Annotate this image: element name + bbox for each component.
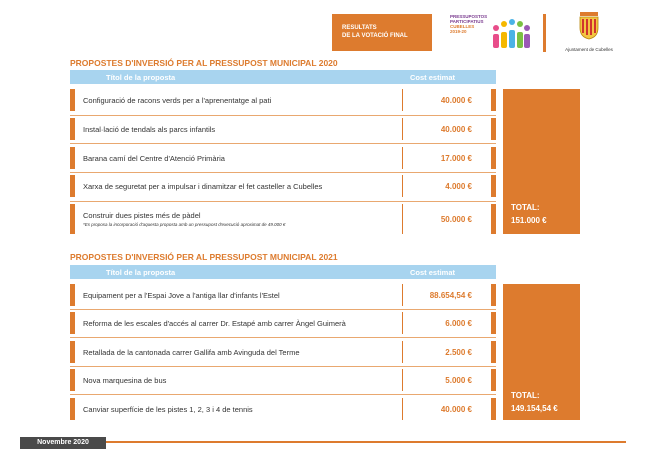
total-label: TOTAL:	[511, 391, 540, 400]
section-2020-title: PROPOSTES D'INVERSIÓ PER AL PRESSUPOST MUNICIPAL 2020	[70, 58, 338, 68]
col-title-header: Títol de la proposta	[106, 268, 176, 277]
proposal-label: Nova marquesina de bus	[83, 376, 167, 385]
total-value: 151.000 €	[511, 216, 547, 225]
row-divider	[70, 115, 496, 116]
pp-logo-line-3: CUBELLES	[450, 24, 475, 29]
total-value: 149.154,54 €	[511, 404, 558, 413]
row-divider	[70, 143, 496, 144]
table-row	[70, 118, 496, 140]
table-header-2020	[70, 70, 496, 84]
table-row	[70, 398, 496, 420]
colorful-people-icon	[490, 18, 532, 52]
coat-of-arms-icon	[578, 12, 600, 40]
header-line-1: RESULTATS	[342, 25, 377, 31]
proposal-amount: 88.654,54 €	[402, 284, 490, 306]
table-header-2021	[70, 265, 496, 279]
header-divider	[543, 14, 546, 52]
proposal-amount: 4.000 €	[402, 175, 490, 197]
proposal-note: *Es proposa la incorporació d'aquesta proposta amb un pressupost d'execució aproximat de 49.000 €	[83, 222, 286, 227]
table-row	[70, 204, 496, 234]
total-box-2020	[503, 89, 580, 234]
proposal-label: Barana camí del Centre d'Atenció Primària	[83, 154, 225, 163]
total-box-2021	[503, 284, 580, 420]
footer-date: Novembre 2020	[20, 437, 106, 449]
proposal-label: Configuració de racons verds per a l'aprenentatge al pati	[83, 96, 272, 105]
proposal-amount: 40.000 €	[402, 118, 490, 140]
council-logo	[560, 12, 618, 56]
proposal-amount: 6.000 €	[402, 312, 490, 334]
header-line-2: DE LA VOTACIÓ FINAL	[342, 33, 408, 39]
row-divider	[70, 394, 496, 395]
section-2021-title: PROPOSTES D'INVERSIÓ PER AL PRESSUPOST MUNICIPAL 2021	[70, 252, 338, 262]
proposal-amount: 40.000 €	[402, 398, 490, 420]
col-title-header: Títol de la proposta	[106, 73, 176, 82]
pp-logo-line-4: 2019-20	[450, 29, 467, 34]
proposal-amount: 50.000 €	[402, 204, 490, 234]
proposal-amount: 40.000 €	[402, 89, 490, 111]
proposal-label: Equipament per a l'Espai Jove a l'antiga llar d'infants l'Estel	[83, 291, 280, 300]
table-row	[70, 175, 496, 197]
table-row	[70, 89, 496, 111]
proposal-label: Construir dues pistes més de pàdel	[83, 211, 201, 220]
table-row	[70, 284, 496, 306]
proposal-label: Instal·lació de tendals als parcs infantils	[83, 125, 216, 134]
row-divider	[70, 309, 496, 310]
proposal-amount: 5.000 €	[402, 369, 490, 391]
row-divider	[70, 337, 496, 338]
col-cost-header: Cost estimat	[410, 268, 456, 277]
proposal-amount: 2.500 €	[402, 341, 490, 363]
total-label: TOTAL:	[511, 203, 540, 212]
col-cost-header: Cost estimat	[410, 73, 456, 82]
table-row	[70, 369, 496, 391]
proposal-label: Canviar superfície de les pistes 1, 2, 3 i 4 de tennis	[83, 405, 253, 414]
table-row	[70, 312, 496, 334]
pp-logo-line-1: PRESSUPOSTOS	[450, 14, 488, 19]
proposal-label: Reforma de les escales d'accés al carrer Dr. Estapé amb carrer Àngel Guimerà	[83, 319, 346, 328]
results-header-box	[332, 14, 432, 51]
proposal-label: Retallada de la cantonada carrer Gallifa amb Avinguda del Terme	[83, 348, 300, 357]
row-divider	[70, 201, 496, 202]
footer-line	[20, 441, 626, 443]
participatory-budget-logo	[450, 14, 532, 52]
proposal-amount: 17.000 €	[402, 147, 490, 169]
row-divider	[70, 172, 496, 173]
table-row	[70, 341, 496, 363]
proposal-label: Xarxa de seguretat per a impulsar i dinamitzar el fet casteller a Cubelles	[83, 182, 323, 191]
pp-logo-line-2: PARTICIPATIUS	[450, 19, 484, 24]
council-name: Ajuntament de Cubelles	[565, 47, 613, 52]
row-divider	[70, 366, 496, 367]
table-row	[70, 147, 496, 169]
